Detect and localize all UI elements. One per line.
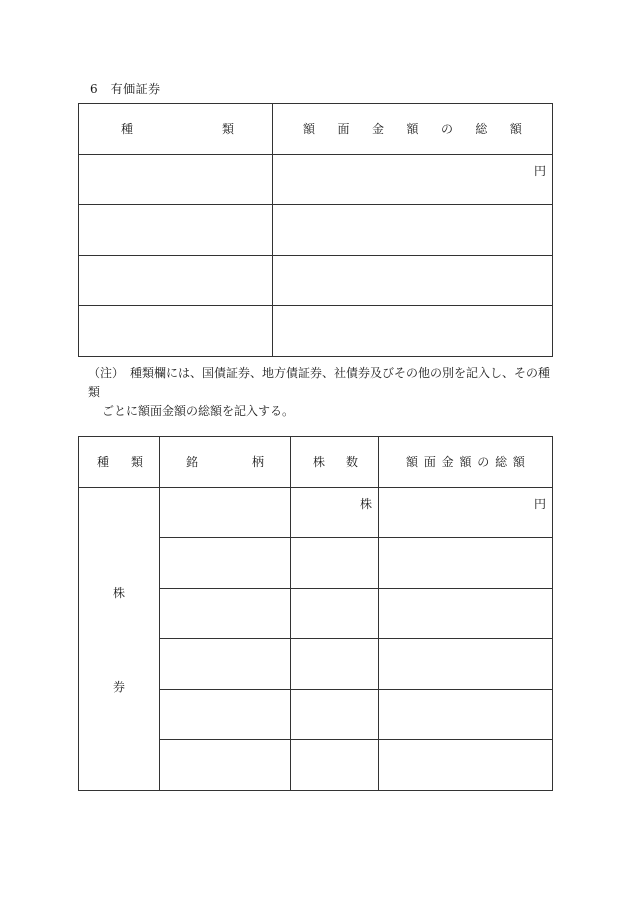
table-row — [79, 255, 553, 306]
shares-cell[interactable] — [291, 689, 379, 740]
brand-cell[interactable] — [160, 588, 291, 639]
header-total-face-value — [379, 437, 553, 488]
header-total-char: 面 — [337, 122, 350, 137]
amount-cell[interactable] — [273, 306, 553, 357]
header-total-face-value — [273, 104, 553, 155]
header-type-char: 類 — [130, 455, 143, 470]
securities-table — [78, 103, 553, 357]
table-row — [79, 306, 553, 357]
note-line-1: （注） 種類欄には、国債証券、地方債証券、社債券及びその他の別を記入し、その種類 — [88, 366, 551, 399]
brand-cell[interactable] — [160, 689, 291, 740]
amount-cell[interactable] — [379, 588, 553, 639]
shares-cell[interactable] — [291, 639, 379, 690]
brand-cell[interactable] — [160, 487, 291, 538]
header-total: 額 面 金 額 の 総 額 — [406, 455, 525, 470]
header-type — [79, 437, 160, 488]
stock-table — [78, 436, 553, 791]
header-brand-char: 柄 — [251, 455, 264, 470]
shares-cell[interactable] — [291, 538, 379, 589]
header-type-char: 種 — [97, 455, 110, 470]
note — [88, 364, 558, 421]
header-shares-char: 数 — [345, 455, 358, 470]
type-cell[interactable] — [79, 154, 273, 205]
header-total-char: 額 — [509, 122, 522, 137]
yen-unit: 円 — [533, 163, 546, 178]
header-total-char: の — [440, 122, 453, 137]
amount-cell[interactable] — [273, 154, 553, 205]
section-heading: 6 有価証券 — [90, 82, 161, 96]
header-total-char: 金 — [371, 122, 384, 137]
header-shares-char: 株 — [313, 455, 326, 470]
yen-unit: 円 — [533, 496, 546, 511]
header-type — [79, 104, 273, 155]
type-cell[interactable] — [79, 255, 273, 306]
brand-cell[interactable] — [160, 740, 291, 791]
table-row — [79, 487, 553, 538]
header-total-char: 額 — [303, 122, 316, 137]
amount-cell[interactable] — [273, 205, 553, 256]
header-brand-char: 銘 — [186, 455, 199, 470]
shares-cell[interactable] — [291, 588, 379, 639]
amount-cell[interactable] — [379, 538, 553, 589]
note-line-2: ごとに額面金額の総額を記入する。 — [102, 404, 295, 418]
brand-cell[interactable] — [160, 538, 291, 589]
stock-label-char: 券 — [112, 679, 125, 694]
type-cell[interactable] — [79, 306, 273, 357]
amount-cell[interactable] — [379, 740, 553, 791]
amount-cell[interactable] — [379, 639, 553, 690]
table-header-row — [79, 104, 553, 155]
stock-label-char: 株 — [112, 585, 125, 600]
brand-cell[interactable] — [160, 639, 291, 690]
header-shares — [291, 437, 379, 488]
header-type-char: 類 — [221, 122, 234, 137]
header-brand — [160, 437, 291, 488]
shares-cell[interactable] — [291, 487, 379, 538]
type-cell[interactable] — [79, 205, 273, 256]
table-row — [79, 154, 553, 205]
amount-cell[interactable] — [273, 255, 553, 306]
header-total-char: 額 — [406, 122, 419, 137]
header-total-char: 総 — [475, 122, 488, 137]
amount-cell[interactable] — [379, 689, 553, 740]
amount-cell[interactable] — [379, 487, 553, 538]
header-type-char: 種 — [121, 122, 134, 137]
stock-type-cell — [79, 487, 160, 790]
table-row — [79, 205, 553, 256]
table-header-row — [79, 437, 553, 488]
shares-unit: 株 — [359, 496, 372, 511]
shares-cell[interactable] — [291, 740, 379, 791]
